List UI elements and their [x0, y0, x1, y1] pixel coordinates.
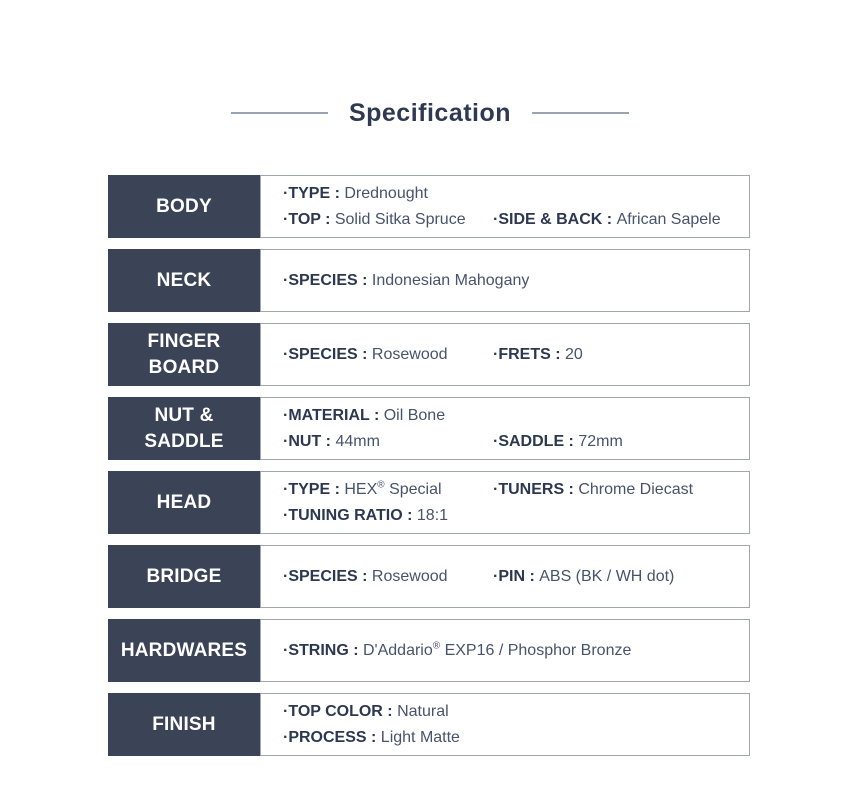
spec-row-finger-board	[108, 323, 750, 386]
spec-key: ·NUT :	[283, 432, 336, 450]
spec-item-string	[283, 642, 631, 659]
spec-item-process	[283, 729, 460, 746]
row-label-finger-board	[108, 323, 260, 386]
spec-key: ·SPECIES :	[283, 567, 372, 585]
spec-row-bridge	[108, 545, 750, 608]
spec-value: 72mm	[578, 432, 623, 450]
row-content-finish	[260, 693, 750, 756]
spec-item-side-back	[493, 207, 741, 233]
spec-item-type	[283, 185, 428, 202]
spec-key: ·TOP COLOR :	[283, 702, 398, 720]
spec-table	[108, 175, 750, 767]
row-label-text: FINGER BOARD	[147, 330, 221, 378]
spec-value: Chrome Diecast	[578, 480, 694, 498]
spec-line	[283, 725, 741, 751]
spec-value: Solid Sitka Spruce	[334, 210, 466, 228]
spec-key: ·TYPE :	[283, 184, 345, 202]
spec-line	[283, 181, 741, 207]
spec-key: ·MATERIAL :	[283, 406, 384, 424]
spec-item-top	[283, 207, 493, 233]
row-label-bridge	[108, 545, 260, 608]
spec-value: 18:1	[416, 506, 449, 524]
row-label-text: NECK	[156, 269, 212, 291]
spec-item-species	[283, 564, 493, 590]
spec-line	[283, 429, 741, 455]
spec-item-type	[283, 477, 493, 503]
spec-row-finish	[108, 693, 750, 756]
spec-item-pin	[493, 564, 741, 590]
row-content-nut-saddle	[260, 397, 750, 460]
row-label-neck	[108, 249, 260, 312]
spec-line	[283, 699, 741, 725]
spec-value: D'Addario® EXP16 / Phosphor Bronze	[363, 640, 632, 659]
specification-header	[0, 92, 860, 134]
spec-line	[283, 564, 741, 590]
spec-key: ·TUNERS :	[493, 480, 579, 498]
spec-line	[283, 342, 741, 368]
page-title: Specification	[348, 98, 512, 127]
spec-item-top-color	[283, 703, 449, 720]
row-label-text: HEAD	[156, 491, 212, 513]
spec-row-hardwares	[108, 619, 750, 682]
row-content-hardwares	[260, 619, 750, 682]
row-content-body	[260, 175, 750, 238]
spec-item-species	[283, 272, 529, 289]
spec-line	[283, 638, 741, 664]
spec-row-head	[108, 471, 750, 534]
spec-value: Rosewood	[371, 567, 448, 585]
spec-value: Drednought	[344, 184, 428, 202]
spec-value: African Sapele	[616, 210, 721, 228]
spec-key: ·SPECIES :	[283, 271, 372, 289]
spec-value: Light Matte	[380, 728, 460, 746]
spec-item-species	[283, 342, 493, 368]
spec-item-frets	[493, 342, 741, 368]
row-label-text: HARDWARES	[120, 639, 248, 661]
spec-key: ·STRING :	[283, 641, 363, 659]
spec-value: Oil Bone	[383, 406, 446, 424]
spec-item-tuning-ratio	[283, 507, 448, 524]
spec-value: 44mm	[335, 432, 380, 450]
spec-key: ·PIN :	[493, 567, 540, 585]
spec-key: ·SADDLE :	[493, 432, 579, 450]
row-content-neck	[260, 249, 750, 312]
spec-line	[283, 207, 741, 233]
spec-key: ·PROCESS :	[283, 728, 381, 746]
spec-key: ·FRETS :	[493, 345, 565, 363]
spec-key: ·SPECIES :	[283, 345, 372, 363]
spec-row-body	[108, 175, 750, 238]
spec-value: Rosewood	[371, 345, 448, 363]
row-label-text: BODY	[156, 195, 212, 217]
title-divider-right	[532, 112, 629, 114]
spec-value: Indonesian Mahogany	[371, 271, 530, 289]
spec-row-neck	[108, 249, 750, 312]
spec-key: ·TUNING RATIO :	[283, 506, 417, 524]
row-content-bridge	[260, 545, 750, 608]
spec-value: ABS (BK / WH dot)	[539, 567, 675, 585]
spec-value: HEX® Special	[344, 479, 442, 498]
spec-value: Natural	[397, 702, 449, 720]
spec-value: 20	[565, 345, 583, 363]
row-content-finger-board	[260, 323, 750, 386]
row-label-text: NUT & SADDLE	[144, 404, 224, 452]
row-label-nut-saddle	[108, 397, 260, 460]
spec-item-saddle	[493, 429, 741, 455]
spec-item-nut	[283, 429, 493, 455]
spec-line	[283, 268, 741, 294]
row-content-head	[260, 471, 750, 534]
spec-line	[283, 503, 741, 529]
spec-row-nut-saddle	[108, 397, 750, 460]
spec-item-material	[283, 407, 445, 424]
row-label-hardwares	[108, 619, 260, 682]
row-label-text: FINISH	[152, 713, 216, 735]
spec-key: ·TOP :	[283, 210, 335, 228]
spec-item-tuners	[493, 477, 741, 503]
row-label-finish	[108, 693, 260, 756]
spec-line	[283, 477, 741, 503]
title-divider-left	[231, 112, 328, 114]
row-label-text: BRIDGE	[146, 565, 222, 587]
spec-key: ·TYPE :	[283, 480, 345, 498]
row-label-body	[108, 175, 260, 238]
spec-line	[283, 403, 741, 429]
spec-key: ·SIDE & BACK :	[493, 210, 617, 228]
row-label-head	[108, 471, 260, 534]
